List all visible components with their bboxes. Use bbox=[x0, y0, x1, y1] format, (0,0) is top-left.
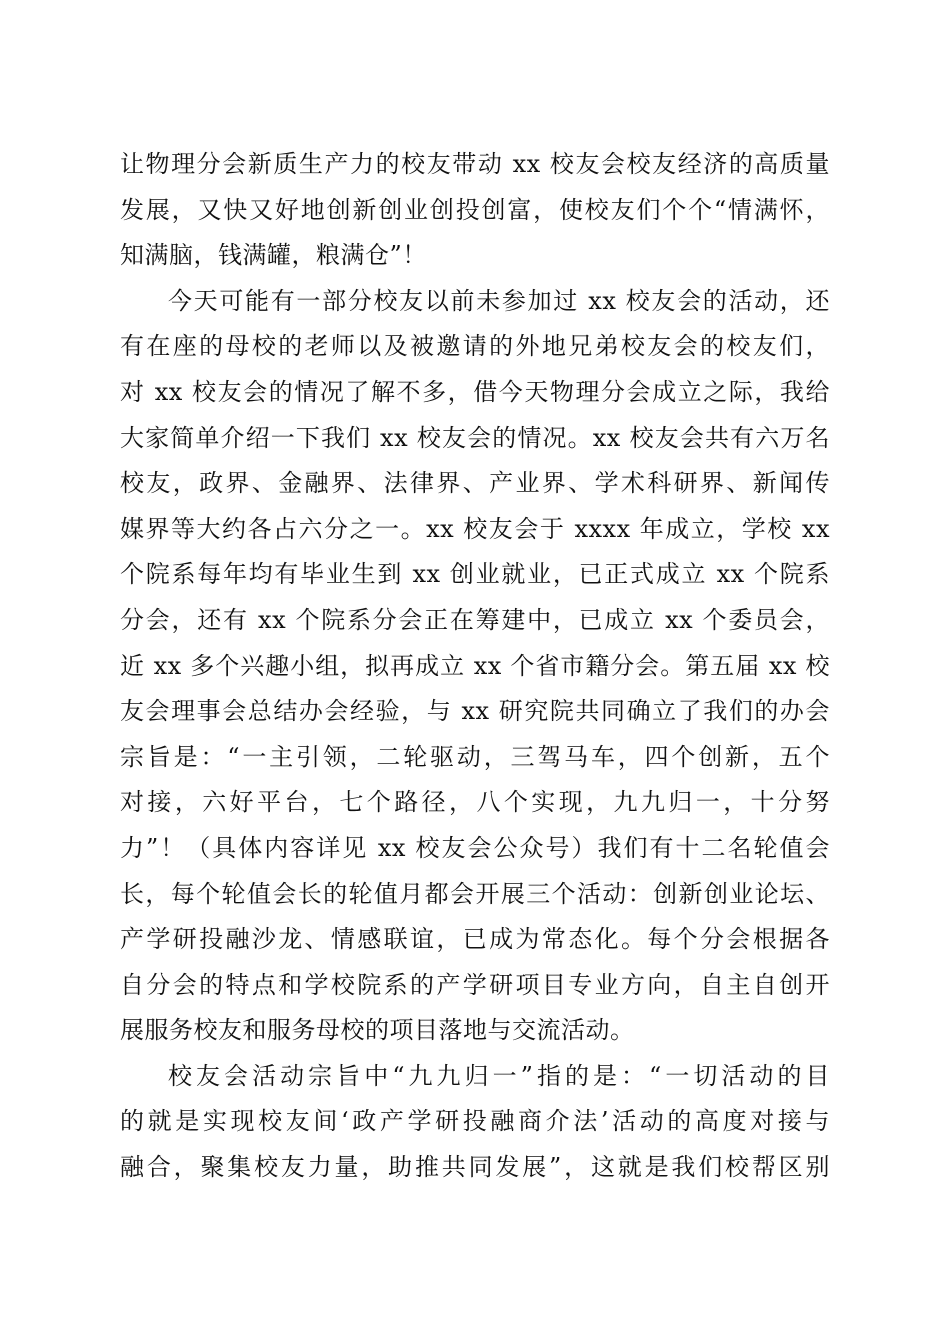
text-line: 对接，六好平台，七个路径，八个实现，九九归一，十分努 bbox=[120, 788, 830, 817]
text-line: 有在座的母校的老师以及被邀请的外地兄弟校友会的校友们， bbox=[120, 332, 830, 361]
paragraph bbox=[120, 279, 830, 1054]
text-line: 友会理事会总结办会经验，与 xx 研究院共同确立了我们的办会 bbox=[120, 697, 830, 726]
text-line: 近 xx 多个兴趣小组，拟再成立 xx 个省市籍分会。第五届 xx 校 bbox=[120, 651, 830, 680]
text-line: 对 xx 校友会的情况了解不多，借今天物理分会成立之际，我给 bbox=[120, 377, 830, 406]
text-line: 媒界等大约各占六分之一。xx 校友会于 xxxx 年成立，学校 xx bbox=[120, 514, 830, 543]
text-line: 自分会的特点和学校院系的产学研项目专业方向，自主自创开 bbox=[120, 970, 830, 999]
text-line: 产学研投融沙龙、情感联谊，已成为常态化。每个分会根据各 bbox=[120, 925, 830, 954]
text-line: 宗旨是：“一主引领，二轮驱动，三驾马车，四个创新，五个 bbox=[120, 742, 830, 771]
text-line: 发展，又快又好地创新创业创投创富，使校友们个个“情满怀， bbox=[120, 195, 830, 224]
text-line: 今天可能有一部分校友以前未参加过 xx 校友会的活动，还 bbox=[168, 286, 830, 315]
text-line: 校友会活动宗旨中“九九归一”指的是：“一切活动的目 bbox=[168, 1061, 830, 1090]
text-line: 的就是实现校友间‘政产学研投融商介法’活动的高度对接与 bbox=[120, 1107, 830, 1136]
text-line: 大家简单介绍一下我们 xx 校友会的情况。xx 校友会共有六万名 bbox=[120, 423, 830, 452]
text-line: 展服务校友和服务母校的项目落地与交流活动。 bbox=[120, 1016, 635, 1045]
paragraph bbox=[120, 142, 830, 279]
text-line: 融合，聚集校友力量，助推共同发展”，这就是我们校帮区别 bbox=[120, 1153, 830, 1182]
text-line: 分会，还有 xx 个院系分会正在筹建中，已成立 xx 个委员会， bbox=[120, 605, 830, 634]
text-line: 个院系每年均有毕业生到 xx 创业就业，已正式成立 xx 个院系 bbox=[120, 560, 830, 589]
text-line: 让物理分会新质生产力的校友带动 xx 校友会校友经济的高质量 bbox=[120, 150, 830, 178]
text-line: 力”！（具体内容详见 xx 校友会公众号）我们有十二名轮值会 bbox=[120, 833, 830, 862]
text-line: 校友，政界、金融界、法律界、产业界、学术科研界、新闻传 bbox=[120, 469, 830, 498]
text-line: 长，每个轮值会长的轮值月都会开展三个活动：创新创业论坛、 bbox=[120, 879, 830, 908]
body-text bbox=[120, 142, 830, 1191]
paragraph bbox=[120, 1054, 830, 1191]
text-line: 知满脑，钱满罐，粮满仓”！ bbox=[120, 241, 427, 270]
